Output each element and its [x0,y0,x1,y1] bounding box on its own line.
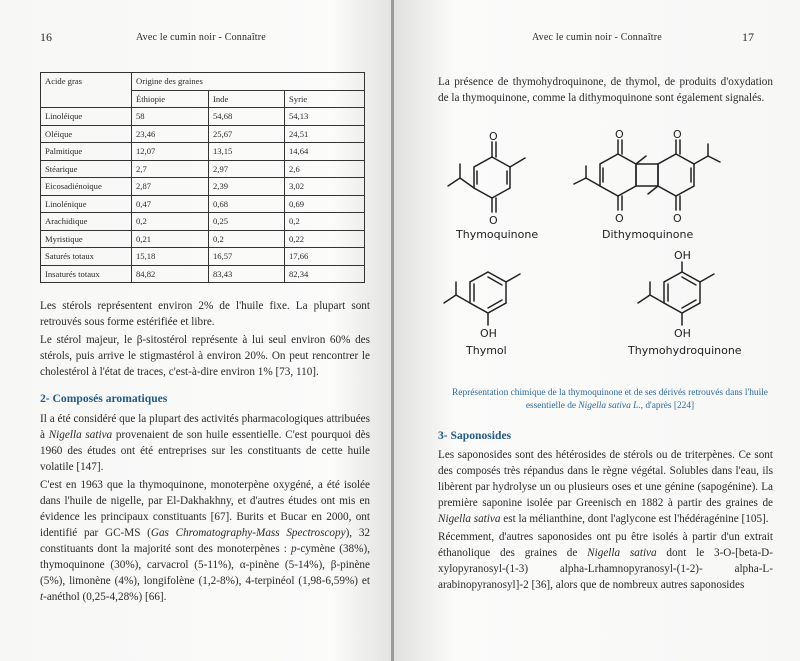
text-run: -cymène (38%), thymoquinone (30%), carvacrol (5-11%), α-pinène (5-14%), β-pinène (5%), limonène (4%), longifolène (1,2-8%), 4-terpinéol (1,98-6,59%) et [40,543,370,587]
table-cell: 24,51 [285,125,365,143]
table-row [41,108,365,126]
table-cell: 12,07 [132,143,209,161]
thymoquinone-label: Thymoquinone [456,228,539,241]
text-run: C'est en 1963 que la thymoquinone, monoterpène oxygéné, a été isolée dans l'huile de nigelle, par El-Dakhakhny, et d'autres études ont mis en évidence les principaux constituants [67]. Burits et Bucar en 2000, ont identifié par GC-MS ( [40,479,370,539]
table-header-row [41,73,365,91]
species-name: Nigella sativa [48,429,113,441]
table-cell: 54,13 [285,108,365,126]
table-cell: 23,46 [132,125,209,143]
text-run: est la mélianthine, dont l'aglycone est l'hédéragénine [105]. [500,513,769,525]
table-cell: 0,69 [285,195,365,213]
chemical-structures-figure [430,122,780,362]
oxygen-label: O [489,130,498,143]
table-cell: 14,64 [285,143,365,161]
sterols-text [40,298,370,380]
thymohydroquinone-structure [638,262,714,325]
running-head: Avec le cumin noir - Connaître [532,32,662,43]
table-row [41,160,365,178]
left-page [0,0,392,661]
saponoside-text [438,447,773,593]
table-row [41,230,365,248]
thymol-label: Thymol [466,344,507,357]
table-cell: 2,6 [285,160,365,178]
text-run: Récemment, d'autres saponosides ont pu être isolés à partir d'un extrait éthanolique des graines de [438,531,773,559]
table-cell: Insaturés totaux [41,265,132,283]
table-cell: Myristique [41,230,132,248]
table-cell: 0,22 [285,230,365,248]
paragraph [438,529,773,593]
table-row [41,265,365,283]
thymoquinone-structure [448,142,525,212]
table-header-acid: Acide gras [41,73,132,108]
text-run: p [291,543,297,555]
table-cell: 17,66 [285,248,365,266]
table-row [41,195,365,213]
table-cell: 2,97 [209,160,285,178]
table-cell: 0,2 [209,230,285,248]
table-cell: 16,57 [209,248,285,266]
table-cell: 0,2 [132,213,209,231]
table-cell: 0,47 [132,195,209,213]
table-cell: 0,21 [132,230,209,248]
table-cell: 82,34 [285,265,365,283]
table-cell: 54,68 [209,108,285,126]
paragraph: Le stérol majeur, le β-sitostérol représente à lui seul environ 60% des stérols, puis arrive le stigmastérol à environ 20%. On peut rencontrer le cholestérol à l'état de traces, c'est-à-dire environ 1% [73, 110]. [40,334,370,378]
text-run: -anéthol (0,25-4,28%) [66]. [43,591,167,603]
table-cell: 0,25 [209,213,285,231]
paragraph: Les stérols représentent environ 2% de l'huile fixe. La plupart sont retrouvés sous forme estérifiée et libre. [40,300,370,328]
oxygen-label: O [673,212,682,225]
table-subheader: Inde [209,90,285,108]
table-header-origin: Origine des graines [132,73,365,91]
method-name: Gas Chromatography-Mass Spectroscopy [150,527,346,539]
paragraph [40,411,370,475]
table-cell: 25,67 [209,125,285,143]
table-cell: 2,87 [132,178,209,196]
running-head: Avec le cumin noir - Connaître [136,32,266,43]
table-cell: Saturés totaux [41,248,132,266]
table-row [41,213,365,231]
table-cell: Linolénique [41,195,132,213]
oxygen-label: O [489,214,498,227]
text-run: Il a été considéré que la plupart des activités pharmacologiques attribuées à [40,413,370,441]
species-name: Nigella sativa [438,513,501,525]
thymohydroquinone-label: Thymohydroquinone [628,344,742,357]
page-number: 16 [40,30,52,44]
oxygen-label: O [615,212,624,225]
oxygen-label: O [615,128,624,141]
table-cell: Arachidique [41,213,132,231]
paragraph [40,477,370,605]
table-cell: Eicosadiénoique [41,178,132,196]
table-cell: Stéarique [41,160,132,178]
hydroxyl-label: OH [674,327,691,340]
table-cell: 0,2 [285,213,365,231]
hydroxyl-label: OH [674,249,691,262]
table-cell: Oléique [41,125,132,143]
text-run: Les saponosides sont des hétérosides de stérols ou de triterpènes. Ce sont des composés très répandus dans le règne végétal. Solubles dans l'eau, ils libèrent par hydrolyse un ou plusieurs oses et une génine (sapogénine). La première saponine isolée par Greenisch en 1882 à partir des graines de [438,449,773,509]
paragraph [438,447,773,527]
species-name: Nigella sativa L. [578,401,641,411]
figure-caption [440,387,780,413]
table-cell: 84,82 [132,265,209,283]
fatty-acid-table [40,72,365,283]
table-row [41,178,365,196]
table-cell: 0,68 [209,195,285,213]
thymol-structure [444,272,520,325]
table-subheader: Éthiopie [132,90,209,108]
text-run: dont le 3-O-[beta-D-xylopyranosyl-(1-3) alpha-Lrhamnopyranosyl-(1-2)- alpha-L-arabinopyranosyl]-2 [36], alors que de nombreux autres saponosides [438,547,773,591]
oxygen-label: O [673,128,682,141]
table-cell: 15,18 [132,248,209,266]
table-cell: 13,15 [209,143,285,161]
text-run: t [40,591,44,603]
table-cell: Palmitique [41,143,132,161]
section-heading: 3- Saponosides [438,429,512,442]
table-row [41,143,365,161]
species-name: Nigella sativa [587,547,657,559]
text-run: Représentation chimique de la thymoquinone et de ses dérivés retrouvés dans l'huile essentielle de [452,388,768,411]
hydroxyl-label: OH [480,327,497,340]
dithymoquinone-structure [574,140,720,210]
section-heading: 2- Composés aromatiques [40,392,168,405]
page-number: 17 [742,30,754,44]
table-cell: 2,39 [209,178,285,196]
table-cell: 83,43 [209,265,285,283]
table-row [41,248,365,266]
table-cell: 2,7 [132,160,209,178]
aromatic-text [40,411,370,605]
table-cell: Linoléique [41,108,132,126]
text-run: ), 32 constituants dont la majorité sont des monoterpènes : [40,527,371,555]
table-row [41,125,365,143]
table-cell: 58 [132,108,209,126]
dithymoquinone-label: Dithymoquinone [602,228,694,241]
table-subheader: Syrie [285,90,365,108]
text-run: , d'après [224] [640,401,695,411]
table-cell: 3,02 [285,178,365,196]
text-run: provenaient de son huile essentielle. C'est pourquoi dès 1960 des études ont été entreprises sur les constituants de cette huile volatile [147]. [40,429,371,473]
intro-text: La présence de thymohydroquinone, de thymol, de produits d'oxydation de la thymoquinone, comme la dithymoquinone sont également signalés. [438,76,773,104]
